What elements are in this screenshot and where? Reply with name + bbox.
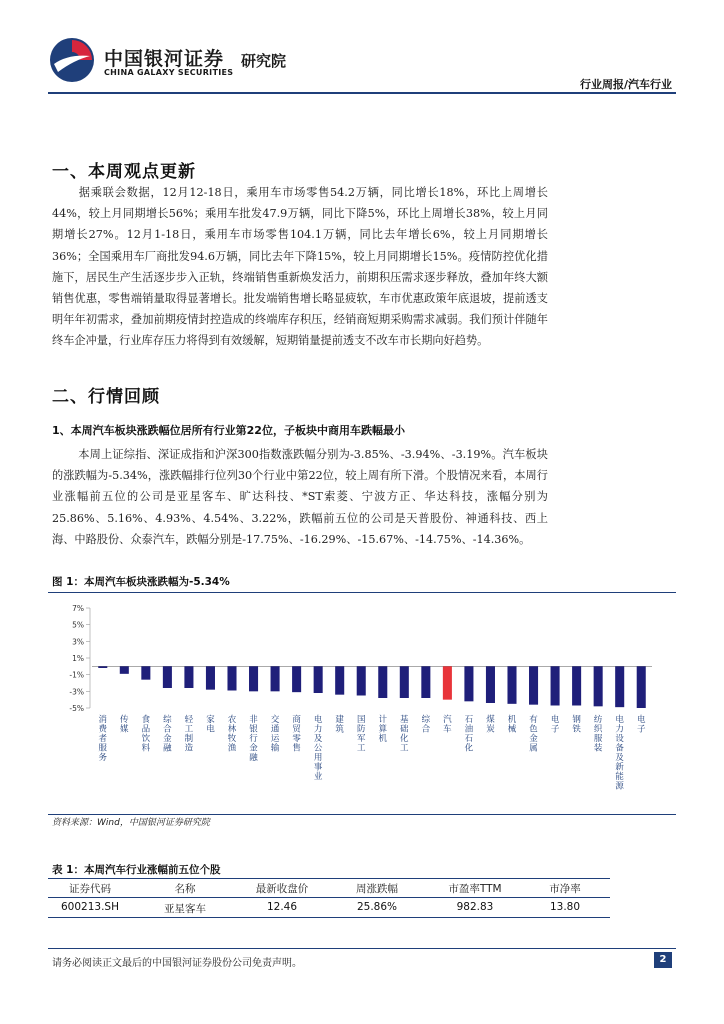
table-header-cell: 名称 (174, 883, 196, 895)
y-tick-label: 7% (72, 604, 84, 613)
bar (163, 666, 172, 688)
bar (464, 666, 473, 701)
views-paragraph (52, 182, 548, 352)
category-label: 煤炭 (486, 715, 495, 735)
y-tick-label: 3% (72, 637, 84, 647)
brand-chinese: 中国银河证券 (104, 48, 225, 70)
category-label: 非银行金融 (249, 715, 258, 763)
views-paragraph-text: 据乘联会数据，12月12-18日，乘用车市场零售54.2万辆，同比增长18%，环比上周增长44%，较上月同期增长56%；乘用车批发47.9万辆，同比下降5%，环比上周增长38%，较上月同期增长27%。12月1-18日，乘用车市场零售104.1万辆，同比去年增长6%，较上月同期增长36%；全国乘用车厂商批发94.6万辆，同比去年下降15%，较上月同期增长15%。疫情防控优化措施下，居民生产生活逐步步入正轨，终端销售重新焕发活力，前期积压需求逐步释放，叠加年终大额销售优惠，零售端销量取得显著增长。批发端销售增长略显疲软，车市优惠政策年底退坡，提前透支明年年初需求，叠加前期疫情封控造成的终端库存积压，经销商短期采购需求减弱。我们预计伴随年终车企冲量，行业库存压力将得到有效缓解，短期销量提前透支不改车市长期向好趋势。 (52, 186, 548, 348)
category-label: 农林牧渔 (227, 715, 237, 754)
category-label: 家电 (206, 715, 215, 735)
category-label: 石油石化 (464, 715, 474, 754)
y-tick-label: -3% (69, 687, 84, 697)
category-label: 汽车 (443, 715, 452, 735)
bar (421, 666, 430, 698)
footer-rule (48, 948, 676, 949)
brand-english: CHINA GALAXY SECURITIES (104, 68, 234, 77)
bar (615, 666, 624, 707)
table-header-cell: 周涨跌幅 (356, 883, 398, 895)
category-label: 电力及公用事业 (313, 715, 323, 782)
bar (335, 666, 344, 694)
bar (443, 666, 452, 699)
table-top-rule (48, 878, 610, 879)
bar (486, 666, 495, 703)
category-label: 电子 (636, 715, 646, 735)
bar (98, 666, 107, 668)
category-label: 纺织服装 (593, 715, 603, 754)
bar (507, 666, 516, 704)
category-label: 食品饮料 (141, 715, 151, 754)
bar (141, 666, 150, 679)
bar (249, 666, 258, 691)
bar (551, 666, 560, 705)
market-paragraph (52, 444, 548, 550)
table-cell: 12.46 (266, 901, 298, 913)
table-cell: 600213.SH (61, 901, 119, 913)
industry-change-bar-chart (48, 596, 676, 816)
bar (529, 666, 538, 704)
table-title: 表 1：本周汽车行业涨幅前五位个股 (52, 864, 221, 876)
bar (120, 666, 129, 674)
bar (357, 666, 366, 695)
category-label: 综合 (421, 715, 431, 735)
y-tick-label: 5% (72, 620, 84, 630)
bar (271, 666, 280, 691)
table-cell: 13.80 (549, 901, 581, 913)
table-header-cell: 最新收盘价 (255, 883, 309, 895)
table-header-cell: 市净率 (549, 883, 581, 895)
table-bottom-rule (48, 917, 610, 918)
bar (184, 666, 193, 688)
table-cell: 亚星客车 (164, 903, 206, 915)
category-label: 钢铁 (572, 715, 581, 735)
footer-disclaimer: 请务必阅读正文最后的中国银河证券股份公司免责声明。 (52, 958, 302, 969)
figure-title: 图 1：本周汽车板块涨跌幅为-5.34% (52, 576, 230, 588)
header-divider (48, 92, 676, 94)
bar (594, 666, 603, 706)
category-label: 电力设备及新能源 (615, 715, 624, 792)
table-header-rule (48, 897, 610, 898)
category-label: 商贸零售 (292, 715, 301, 754)
category-label: 综合金融 (163, 715, 172, 754)
section-heading-views: 一、本周观点更新 (52, 162, 196, 182)
category-label: 机械 (507, 715, 517, 735)
brand-institute: 研究院 (241, 52, 287, 70)
bar (314, 666, 323, 693)
category-label: 交通运输 (270, 715, 280, 754)
figure-source: 资料来源：Wind，中国银河证券研究院 (52, 818, 210, 828)
category-label: 轻工制造 (184, 715, 194, 754)
market-paragraph-text: 本周上证综指、深证成指和沪深300指数涨跌幅分别为-3.85%、-3.94%、-3.19%。汽车板块的涨跌幅为-5.34%，涨跌幅排行位列30个行业中第22位，较上周有所下滑。个股情况来看，本周行业涨幅前五位的公司是亚星客车、旷达科技、*ST索菱、宁波方正、华达科技，涨幅分别为25.86%、5.16%、4.93%、4.54%、3.22%，跌幅前五位的公司是天普股份、神通科技、西上海、中路股份、众泰汽车，跌幅分别是-17.75%、-16.29%、-15.67%、-14.75%、-14.36%。 (52, 448, 548, 546)
report-category: 行业周报/汽车行业 (579, 78, 672, 91)
table-header-cell: 证券代码 (69, 883, 111, 895)
category-label: 消费者服务 (98, 715, 108, 763)
y-tick-label: 1% (72, 654, 84, 663)
bar (292, 666, 301, 692)
table-header-cell: 市盈率TTM (448, 883, 502, 895)
bar (227, 666, 236, 690)
market-subheading: 1、本周汽车板块涨跌幅位居所有行业第22位，子板块中商用车跌幅最小 (52, 424, 405, 437)
bar (400, 666, 409, 698)
bar (206, 666, 215, 689)
y-tick-label: -5% (69, 704, 84, 713)
figure-top-rule (48, 592, 676, 593)
table-cell: 25.86% (356, 901, 398, 913)
category-label: 基础化工 (400, 715, 409, 754)
galaxy-logo-icon (48, 36, 96, 84)
category-label: 国防军工 (356, 715, 366, 754)
category-label: 建筑 (335, 715, 344, 735)
page-number: 2 (654, 952, 672, 968)
bar (572, 666, 581, 705)
category-label: 计算机 (378, 715, 388, 744)
category-label: 电子 (550, 715, 560, 735)
table-cell: 982.83 (456, 901, 494, 913)
bar (637, 666, 646, 708)
y-tick-label: -1% (69, 670, 84, 680)
section-heading-market: 二、行情回顾 (52, 387, 160, 407)
bar (378, 666, 387, 698)
category-label: 有色金属 (529, 715, 538, 754)
category-label: 传媒 (120, 715, 129, 735)
